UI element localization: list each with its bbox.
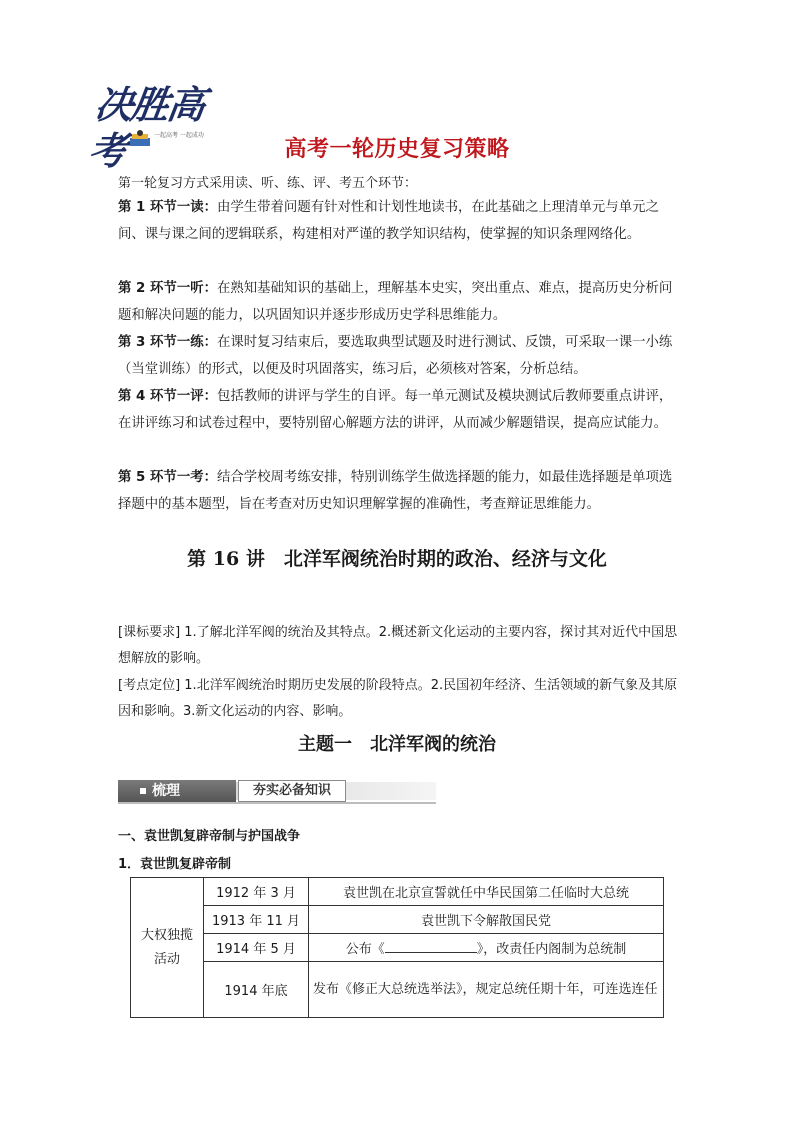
- requirement-label: [课标要求]: [118, 625, 181, 640]
- date-cell: 1914 年 5 月: [204, 934, 309, 962]
- band-tab: 夯实必备知识: [238, 780, 346, 802]
- curriculum-requirement: [118, 620, 678, 672]
- square-bullet-icon: [140, 788, 146, 794]
- step-text: 在熟知基础知识的基础上，理解基本史实，突出重点、难点，提高历史分析问题和解决问题的能力，以巩固知识并逐步形成历史学科思维能力。: [118, 281, 673, 323]
- date-cell: 1912 年 3 月: [204, 878, 309, 906]
- event-text-pre: 公布《: [345, 942, 385, 957]
- lecture-title: 第 16 讲 北洋军阀统治时期的政治、经济与文化: [187, 548, 607, 570]
- requirement-label: [考点定位]: [118, 678, 181, 693]
- intro-text: 第一轮复习方式采用读、听、练、评、考五个环节：: [118, 176, 418, 191]
- event-cell: 发布《修正大总统选举法》，规定总统任期十年，可连选连任: [309, 962, 664, 1018]
- main-title: 高考一轮历史复习策略: [284, 137, 510, 162]
- step-text: 包括教师的讲评与学生的自评。每一单元测试及模块测试后教师要重点讲评，在讲评练习和试卷过程中，要特别留心解题方法的讲评，从而减少解题错误，提高应试能力。: [118, 389, 673, 431]
- step-1: [118, 194, 678, 248]
- step-4: [118, 383, 678, 437]
- event-cell: [309, 934, 664, 962]
- step-2: [118, 275, 678, 329]
- step-text: 结合学校周考练安排，特别训练学生做选择题的能力，如最佳选择题是单项选择题中的基本题型，旨在考查对历史知识理解掌握的准确性，考查辩证思维能力。: [118, 470, 673, 512]
- band-label: 梳理: [152, 783, 180, 799]
- date-cell: 1914 年底: [204, 962, 309, 1018]
- step-label: 第 1 环节一读：: [118, 200, 217, 215]
- step-text: 由学生带着问题有针对性和计划性地读书，在此基础之上理清单元与单元之间、课与课之间的逻辑联系，构建相对严谨的教学知识结构，使掌握的知识条理网络化。: [118, 200, 659, 242]
- step-label: 第 2 环节一听：: [118, 281, 217, 296]
- table-row: [131, 906, 664, 934]
- section-heading: 一、袁世凯复辟帝制与护国战争: [118, 829, 301, 844]
- subsection-heading: 1．袁世凯复辟帝制: [118, 857, 232, 872]
- date-cell: 1913 年 11 月: [204, 906, 309, 934]
- step-5: [118, 464, 678, 518]
- event-text-post: 》，改责任内阁制为总统制: [476, 942, 627, 957]
- band-divider: [118, 802, 436, 804]
- logo-text: 决胜高考: [85, 82, 207, 173]
- topic-title: 主题一 北洋军阀的统治: [298, 734, 496, 755]
- category-cell: 大权独揽活动: [131, 878, 204, 1018]
- table-row: [131, 934, 664, 962]
- step-3: [118, 329, 678, 383]
- logo-subtitle: 一起高考 一起成功: [154, 132, 204, 139]
- table-row: [131, 962, 664, 1018]
- exam-focus: [118, 673, 678, 725]
- events-table: [130, 877, 664, 1018]
- step-label: 第 3 环节一练：: [118, 335, 217, 350]
- section-band: [118, 780, 436, 802]
- step-text: 在课时复习结束后，要选取典型试题及时进行测试、反馈，可采取一课一小练（当堂训练）的形式，以便及时巩固落实，练习后，必须核对答案，分析总结。: [118, 335, 673, 377]
- step-label: 第 4 环节一评：: [118, 389, 217, 404]
- event-cell: 袁世凯在北京宣誓就任中华民国第二任临时大总统: [309, 878, 664, 906]
- requirement-text: 1.了解北洋军阀的统治及其特点。2.概述新文化运动的主要内容，探讨其对近代中国思想解放的影响。: [118, 625, 678, 666]
- event-cell: 袁世凯下令解散国民党: [309, 906, 664, 934]
- fill-blank[interactable]: [385, 940, 477, 953]
- step-label: 第 5 环节一考：: [118, 470, 217, 485]
- requirement-text: 1.北洋军阀统治时期历史发展的阶段特点。2.民国初年经济、生活领域的新气象及其原因和影响。3.新文化运动的内容、影响。: [118, 678, 678, 719]
- band-dark: [118, 780, 236, 802]
- table-row: [131, 878, 664, 906]
